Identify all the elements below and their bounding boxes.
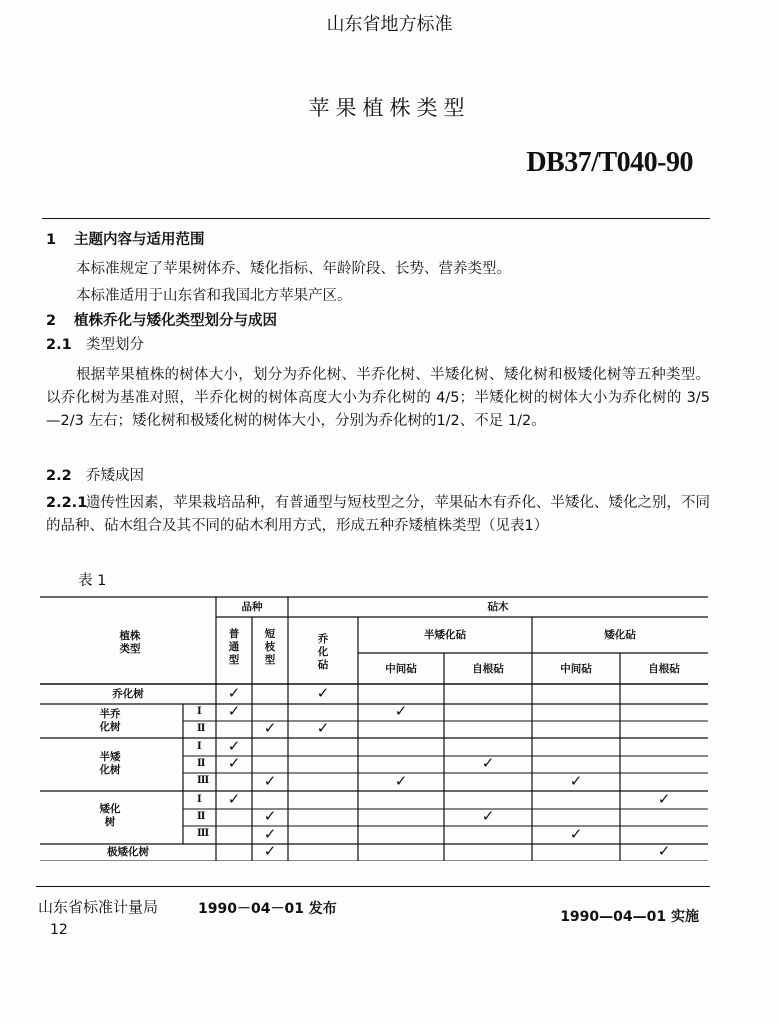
check-mark: ✓ bbox=[227, 790, 241, 808]
sub-number: Ⅰ bbox=[197, 794, 202, 805]
header-semi-dwarf-stock: 半矮化砧 bbox=[424, 629, 466, 641]
header-own-root: 自根砧 bbox=[648, 663, 680, 675]
check-mark: ✓ bbox=[394, 702, 408, 720]
section-title: 类型划分 bbox=[86, 337, 144, 353]
check-mark: ✓ bbox=[227, 684, 241, 702]
check-mark: ✓ bbox=[657, 842, 671, 860]
section-2-2-1-para bbox=[46, 492, 710, 538]
row-label-dwarf: 矮化 树 bbox=[99, 803, 121, 828]
header-vigorous-stock: 乔 化 砧 bbox=[317, 633, 329, 671]
check-mark: ✓ bbox=[569, 825, 583, 843]
header-dwarf-stock: 矮化砧 bbox=[604, 629, 636, 641]
sub-number: Ⅱ bbox=[197, 811, 206, 822]
section-title: 主题内容与适用范围 bbox=[74, 232, 205, 248]
section-1-para-1: 本标准规定了苹果树体乔、矮化指标、年龄阶段、长势、营养类型。 bbox=[76, 261, 511, 277]
check-mark: ✓ bbox=[227, 754, 241, 772]
doc-title: 苹果植株类型 bbox=[308, 96, 471, 120]
check-mark: ✓ bbox=[481, 754, 495, 772]
sub-number: Ⅲ bbox=[197, 828, 210, 839]
section-1-para-2: 本标准适用于山东省和我国北方苹果产区。 bbox=[76, 288, 352, 304]
section-number: 2.1 bbox=[46, 337, 72, 353]
check-mark: ✓ bbox=[263, 719, 277, 737]
header-own-root: 自根砧 bbox=[472, 663, 504, 675]
section-2-heading bbox=[46, 309, 277, 334]
check-mark: ✓ bbox=[263, 807, 277, 825]
check-mark: ✓ bbox=[316, 719, 330, 737]
row-label-semi-vigorous: 半乔 化树 bbox=[99, 708, 121, 733]
section-title: 植株乔化与矮化类型划分与成因 bbox=[74, 313, 277, 329]
sub-number: Ⅲ bbox=[197, 775, 210, 786]
check-mark: ✓ bbox=[227, 737, 241, 755]
plant-type-table bbox=[40, 596, 708, 861]
section-number: 2.2.1 bbox=[46, 495, 88, 511]
header-variety: 品种 bbox=[241, 601, 263, 613]
check-mark: ✓ bbox=[263, 825, 277, 843]
header-interstock: 中间砧 bbox=[560, 663, 592, 675]
header-plant-type: 植株 类型 bbox=[119, 630, 141, 655]
section-text: 遗传性因素，苹果栽培品种，有普通型与短枝型之分，苹果砧木有乔化、半矮化、矮化之别，不同的品种、砧木组合及其不同的砧木利用方式，形成五种乔矮植株类型（见表1） bbox=[46, 495, 710, 534]
check-mark: ✓ bbox=[657, 790, 671, 808]
section-2-1-heading bbox=[46, 333, 144, 358]
section-2-2-heading bbox=[46, 464, 144, 489]
check-mark: ✓ bbox=[481, 807, 495, 825]
section-title: 乔矮成因 bbox=[86, 468, 144, 484]
footer-issuer: 山东省标准计量局 bbox=[38, 898, 159, 916]
section-2-1-para: 根据苹果植株的树体大小，划分为乔化树、半乔化树、半矮化树、矮化树和极矮化树等五种类型。以乔化树为基准对照，半乔化树的树体高度大小为乔化树的 4/5；半矮化树的树体大小为乔化树的 3/5—2/3 左右；矮化树和极矮化树的树体大小，分别为乔化树的1/2、不足 1/2。 bbox=[46, 367, 710, 429]
sub-number: Ⅰ bbox=[197, 741, 202, 752]
header-org: 山东省地方标准 bbox=[326, 14, 453, 35]
standard-code: DB37/T040-90 bbox=[526, 147, 693, 178]
section-number: 2 bbox=[46, 313, 57, 329]
footer-rule bbox=[36, 886, 710, 887]
header-spur-type: 短 枝 型 bbox=[264, 628, 276, 666]
page-number: 12 bbox=[50, 922, 68, 938]
row-label-vigorous: 乔化树 bbox=[112, 688, 144, 700]
section-1-heading bbox=[46, 228, 205, 253]
section-number: 1 bbox=[46, 232, 57, 248]
check-mark: ✓ bbox=[263, 842, 277, 860]
section-number: 2.2 bbox=[46, 468, 72, 484]
sub-number: Ⅰ bbox=[197, 706, 202, 717]
row-label-semi-dwarf: 半矮 化树 bbox=[99, 751, 121, 776]
sub-number: Ⅱ bbox=[197, 758, 206, 769]
check-mark: ✓ bbox=[227, 702, 241, 720]
row-label-extreme-dwarf: 极矮化树 bbox=[107, 846, 149, 858]
sub-number: Ⅱ bbox=[197, 723, 206, 734]
footer-issue-date: 1990－04－01 发布 bbox=[198, 901, 337, 917]
header-rootstock: 砧木 bbox=[487, 601, 509, 613]
check-mark: ✓ bbox=[263, 772, 277, 790]
header-normal-type: 普 通 型 bbox=[228, 628, 240, 666]
top-rule bbox=[42, 218, 710, 219]
table-caption: 表 1 bbox=[78, 573, 107, 589]
check-mark: ✓ bbox=[394, 772, 408, 790]
footer-implementation-date: 1990—04—01 实施 bbox=[560, 909, 699, 925]
check-mark: ✓ bbox=[316, 684, 330, 702]
header-interstock: 中间砧 bbox=[385, 663, 417, 675]
check-mark: ✓ bbox=[569, 772, 583, 790]
